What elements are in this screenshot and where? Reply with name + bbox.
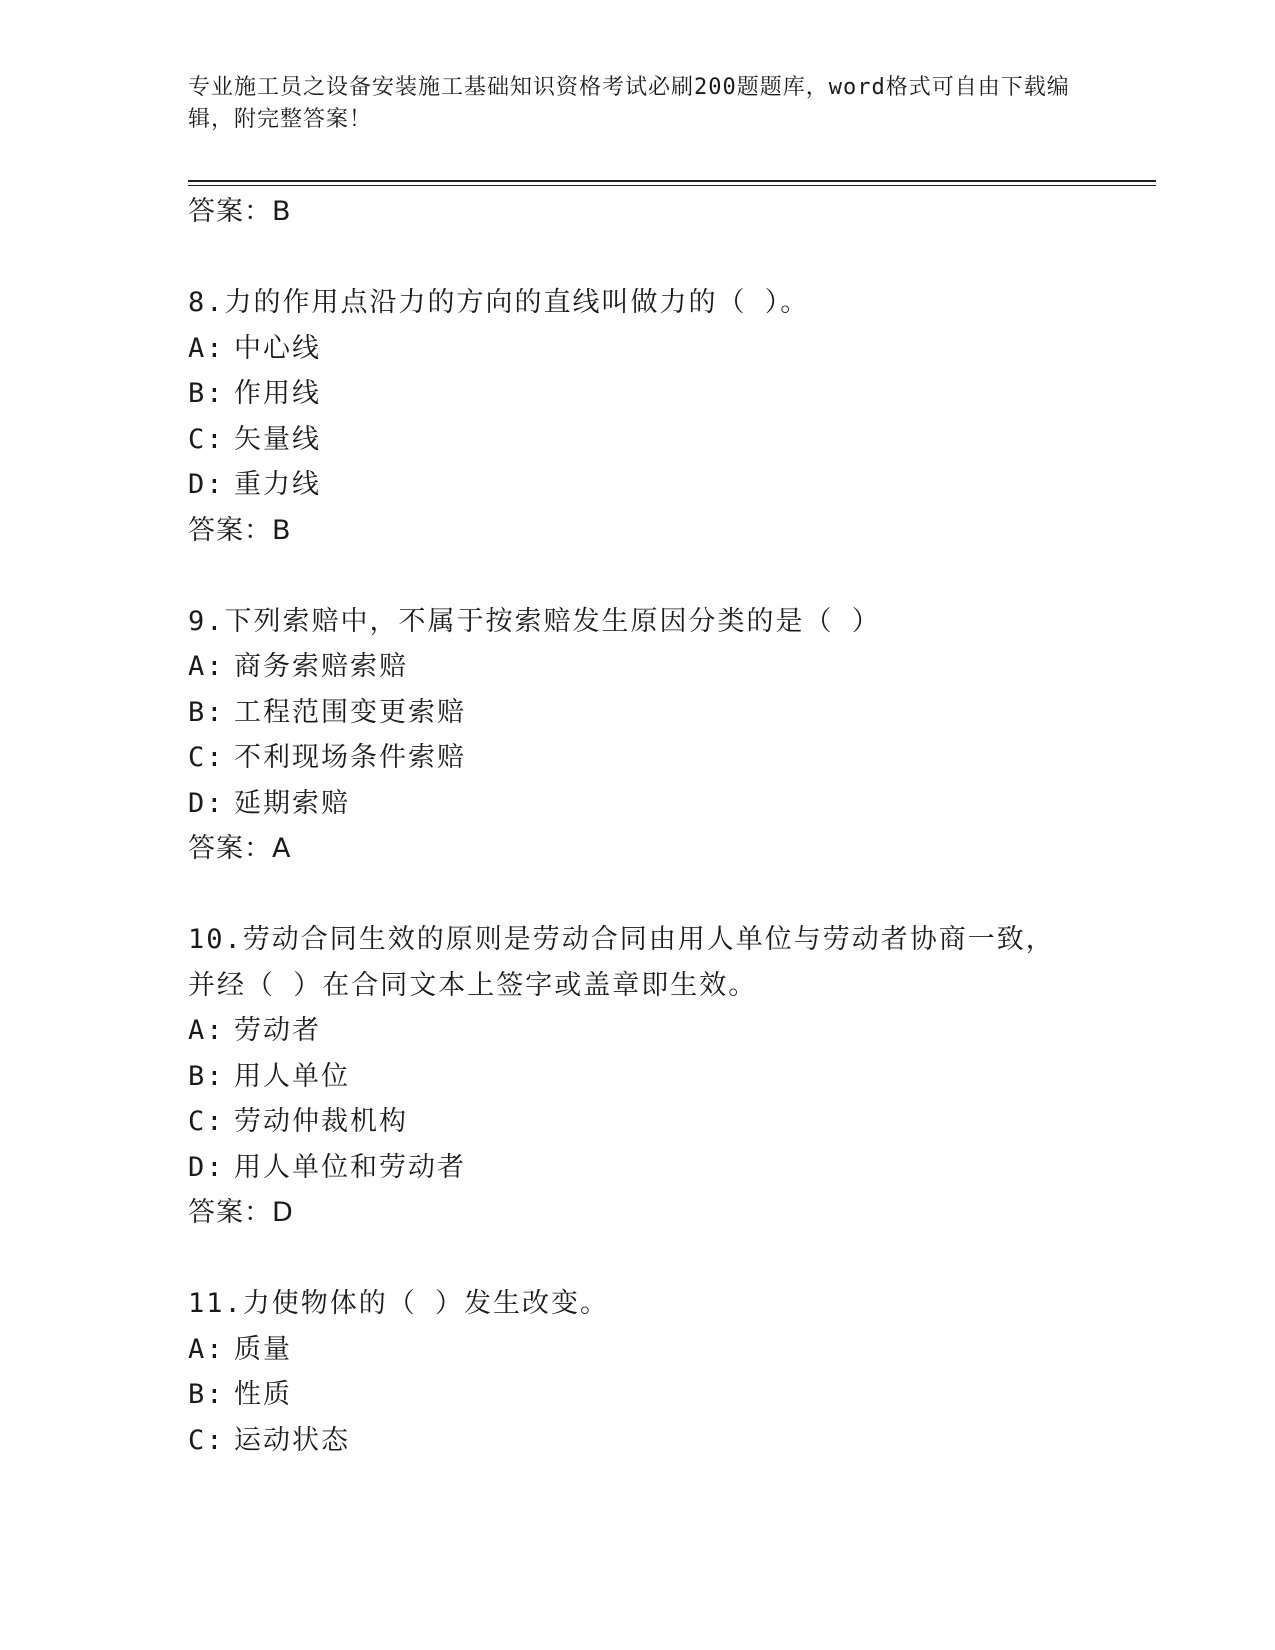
option-d xyxy=(188,781,1088,827)
answer-line: 答案：A xyxy=(188,833,292,864)
option-letter: A: xyxy=(188,651,225,682)
option-letter: B: xyxy=(188,378,225,409)
option-text: 用人单位 xyxy=(234,1060,350,1092)
question-block xyxy=(188,599,1088,872)
option-text: 矢量线 xyxy=(234,423,321,455)
option-letter: B: xyxy=(188,1060,225,1092)
option-letter: B: xyxy=(188,696,225,728)
option-d xyxy=(188,462,1088,508)
option-letter: C: xyxy=(188,1424,225,1456)
option-c xyxy=(188,1099,1088,1145)
option-text: 不利现场条件索赔 xyxy=(234,742,466,773)
option-text: 劳动仲裁机构 xyxy=(234,1106,408,1137)
header-rule-thin xyxy=(188,185,1156,186)
spacer xyxy=(188,235,1088,281)
option-a xyxy=(188,326,1088,372)
question-block xyxy=(188,280,1088,553)
option-letter: D: xyxy=(188,1151,225,1183)
option-c xyxy=(188,417,1088,463)
option-text: 重力线 xyxy=(234,469,321,500)
option-c xyxy=(188,1418,1088,1464)
option-letter: C: xyxy=(188,1106,225,1137)
question-stem: 11.力使物体的（ ）发生改变。 xyxy=(188,1288,610,1319)
option-a xyxy=(188,644,1088,690)
option-letter: D: xyxy=(188,787,225,819)
option-text: 用人单位和劳动者 xyxy=(234,1151,466,1183)
option-b xyxy=(188,690,1088,736)
answer-line: 答案：D xyxy=(188,1197,294,1228)
option-text: 作用线 xyxy=(234,378,321,409)
option-text: 运动状态 xyxy=(234,1424,350,1456)
spacer xyxy=(188,1236,1088,1282)
answer-line: 答案：B xyxy=(188,196,292,227)
option-letter: C: xyxy=(188,742,225,773)
answer-line: 答案：B xyxy=(188,514,292,546)
question-block xyxy=(188,1281,1088,1463)
option-letter: A: xyxy=(188,332,225,364)
option-text: 性质 xyxy=(234,1379,292,1410)
question-stem: 8.力的作用点沿力的方向的直线叫做力的（ ）。 xyxy=(188,287,810,318)
option-text: 延期索赔 xyxy=(234,787,350,819)
option-letter: D: xyxy=(188,469,225,500)
question-block xyxy=(188,917,1088,1236)
option-b xyxy=(188,1372,1088,1418)
option-letter: A: xyxy=(188,1015,225,1046)
spacer xyxy=(188,872,1088,918)
option-text: 劳动者 xyxy=(234,1015,321,1046)
option-b xyxy=(188,371,1088,417)
question-stem: 10.劳动合同生效的原则是劳动合同由用人单位与劳动者协商一致，并经（ ）在合同文本上签字或盖章即生效。 xyxy=(188,924,1055,1001)
header-rule-thick xyxy=(188,180,1156,182)
option-text: 中心线 xyxy=(234,332,321,364)
option-a xyxy=(188,1327,1088,1373)
option-b xyxy=(188,1054,1088,1100)
option-text: 商务索赔索赔 xyxy=(234,651,408,682)
option-letter: A: xyxy=(188,1333,225,1365)
option-c xyxy=(188,735,1088,781)
option-letter: B: xyxy=(188,1379,225,1410)
document-body xyxy=(188,189,1088,1463)
option-letter: C: xyxy=(188,423,225,455)
option-text: 工程范围变更索赔 xyxy=(234,696,466,728)
option-text: 质量 xyxy=(234,1333,292,1365)
option-a xyxy=(188,1008,1088,1054)
option-d xyxy=(188,1145,1088,1191)
question-stem: 9.下列索赔中，不属于按索赔发生原因分类的是（ ） xyxy=(188,605,881,637)
spacer xyxy=(188,553,1088,599)
document-header: 专业施工员之设备安装施工基础知识资格考试必刷200题题库，word格式可自由下载编辑，附完整答案！ xyxy=(188,75,1070,132)
